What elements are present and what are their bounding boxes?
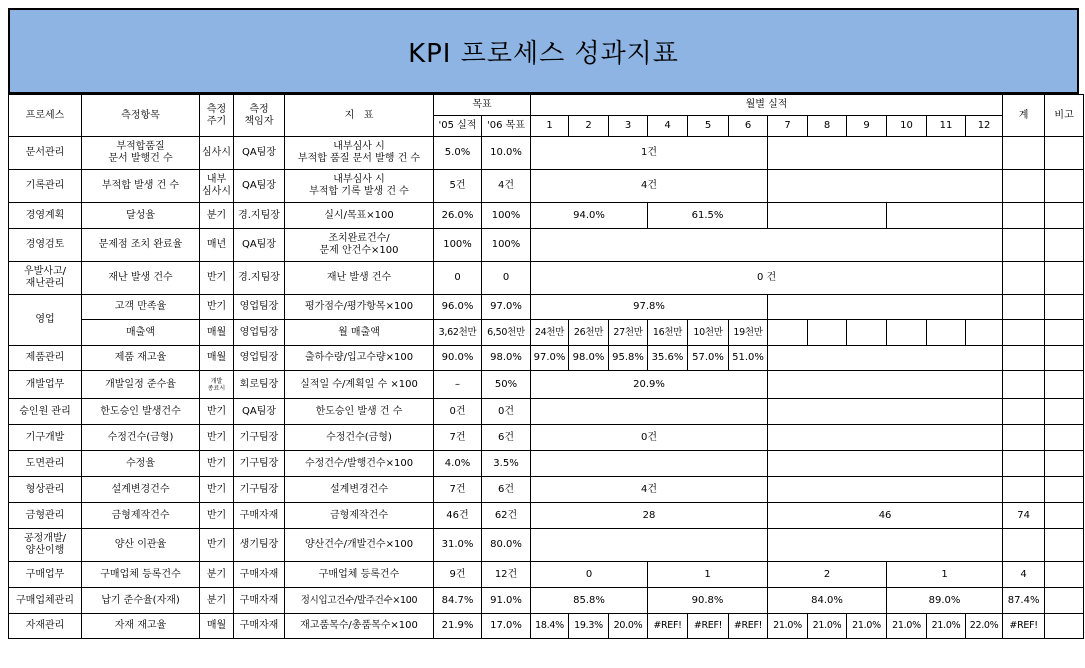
table-row [9,320,1084,346]
target-cell: 12건 [482,562,531,588]
table-row [9,503,1084,529]
cycle-cell: 반기 [200,503,234,529]
actual-cell: 7건 [434,425,482,451]
table-row [9,529,1084,562]
item-cell: 한도승인 발생건수 [82,399,200,425]
target-cell: 6건 [482,477,531,503]
total-cell [1003,320,1045,346]
owner-cell: 기구팀장 [234,451,285,477]
cycle-cell: 반기 [200,425,234,451]
month-cell: 26천만 [569,320,609,346]
actual-cell: 0건 [434,399,482,425]
cycle-cell: 반기 [200,399,234,425]
note-cell [1045,203,1084,229]
month-cell [847,320,887,346]
month-cell: 95.8% [609,346,648,371]
total-cell [1003,295,1045,320]
month-cell: 97.0% [531,346,569,371]
target-cell: 100% [482,203,531,229]
table-row [9,614,1084,639]
target-cell: 0건 [482,399,531,425]
header-cycle: 측정 주기 [200,95,234,137]
cycle-cell: 반기 [200,295,234,320]
month-cell [887,320,927,346]
actual-cell: 31.0% [434,529,482,562]
table-row [9,262,1084,295]
table-row [9,346,1084,371]
month-cell: 21.0% [847,614,887,639]
total-cell [1003,170,1045,203]
process-cell: 개발업무 [9,371,82,399]
indicator-cell: 실적일 수/계획일 수 ×100 [285,371,434,399]
table-row [9,295,1084,320]
target-cell: 10.0% [482,137,531,170]
indicator-cell: 정시입고건수/발주건수×100 [285,588,434,614]
header-owner: 측정 책임자 [234,95,285,137]
cycle-cell: 내부 심사시 [200,170,234,203]
cycle-cell: 매월 [200,320,234,346]
owner-cell: QA팀장 [234,170,285,203]
item-cell: 수정건수(금형) [82,425,200,451]
note-cell [1045,170,1084,203]
note-cell [1045,562,1084,588]
h1-cell: 97.8% [531,295,768,320]
total-cell [1003,262,1045,295]
owner-cell: 기구팀장 [234,425,285,451]
kpi-table [8,94,1084,639]
item-cell: 개발일정 준수율 [82,371,200,399]
month-cell: 16천만 [648,320,688,346]
month-cell: 98.0% [569,346,609,371]
header-month: 9 [847,116,887,137]
header-month: 3 [609,116,648,137]
table-row [9,451,1084,477]
actual-cell: 96.0% [434,295,482,320]
q2-cell: 1 [648,562,768,588]
item-cell: 양산 이관율 [82,529,200,562]
q1-cell: 85.8% [531,588,648,614]
header-month: 6 [729,116,768,137]
actual-cell: 26.0% [434,203,482,229]
header-month: 11 [927,116,966,137]
month-cell: 10천만 [688,320,729,346]
h2-cell [768,371,1003,399]
actual-cell: 3,62천만 [434,320,482,346]
note-cell [1045,229,1084,262]
cycle-cell: 반기 [200,529,234,562]
q3-cell: 2 [768,562,887,588]
actual-cell: 84.7% [434,588,482,614]
actual-cell: 5건 [434,170,482,203]
process-cell: 공정개발/ 양산이행 [9,529,82,562]
owner-cell: 영업팀장 [234,320,285,346]
item-cell: 부적합 발생 건 수 [82,170,200,203]
table-row [9,371,1084,399]
actual-cell: – [434,371,482,399]
table-row [9,170,1084,203]
table-row [9,477,1084,503]
total-cell: 74 [1003,503,1045,529]
target-cell: 0 [482,262,531,295]
total-cell: #REF! [1003,614,1045,639]
month-cell: 19천만 [729,320,768,346]
header-monthly: 월별 실적 [531,95,1003,116]
h1-cell: 0건 [531,425,768,451]
indicator-cell: 설계변경건수 [285,477,434,503]
target-cell: 17.0% [482,614,531,639]
item-cell: 문제점 조치 완료율 [82,229,200,262]
target-cell: 6,50천만 [482,320,531,346]
header-indicator: 지 표 [285,95,434,137]
indicator-cell: 한도승인 발생 건 수 [285,399,434,425]
indicator-cell: 실시/목표×100 [285,203,434,229]
total-cell: 4 [1003,562,1045,588]
month-cell: 35.6% [648,346,688,371]
owner-cell: QA팀장 [234,137,285,170]
header-month: 4 [648,116,688,137]
item-cell: 납기 준수율(자재) [82,588,200,614]
total-cell [1003,529,1045,562]
month-cell: 24천만 [531,320,569,346]
kpi-sheet [8,8,1079,639]
item-cell: 자재 재고율 [82,614,200,639]
item-cell: 제품 재고율 [82,346,200,371]
note-cell [1045,137,1084,170]
month-cell: 18.4% [531,614,569,639]
indicator-cell: 재난 발생 건수 [285,262,434,295]
h1-cell: 4건 [531,170,768,203]
h2-cell [768,477,1003,503]
owner-cell: 구매자재 [234,614,285,639]
indicator-cell: 재고품목수/총품목수×100 [285,614,434,639]
cycle-cell: 반기 [200,262,234,295]
q4-cell: 89.0% [887,588,1003,614]
actual-cell: 46건 [434,503,482,529]
cycle-cell: 개발 종료시 [200,371,234,399]
table-row [9,137,1084,170]
cycle-cell: 심사시 [200,137,234,170]
month-cell [966,320,1003,346]
header-note: 비고 [1045,95,1084,137]
actual-cell: 21.9% [434,614,482,639]
header-target: 목표 [434,95,531,116]
item-cell: 구매업체 등록건수 [82,562,200,588]
h2-cell [768,346,1003,371]
month-cell: 21.0% [887,614,927,639]
item-cell: 매출액 [82,320,200,346]
h2-cell [768,137,1003,170]
h2-cell [768,295,1003,320]
indicator-cell: 수정건수/발행건수×100 [285,451,434,477]
note-cell [1045,346,1084,371]
total-cell [1003,203,1045,229]
target-cell: 91.0% [482,588,531,614]
q2-cell: 90.8% [648,588,768,614]
table-row [9,203,1084,229]
item-cell: 재난 발생 건수 [82,262,200,295]
process-cell: 승인원 관리 [9,399,82,425]
month-cell: 21.0% [768,614,808,639]
owner-cell: 구매자재 [234,503,285,529]
note-cell [1045,588,1084,614]
table-row [9,399,1084,425]
month-cell: 21.0% [927,614,966,639]
target-cell: 80.0% [482,529,531,562]
month-cell: 21.0% [808,614,847,639]
process-cell: 형상관리 [9,477,82,503]
actual-cell: 5.0% [434,137,482,170]
owner-cell: 회로팀장 [234,371,285,399]
header-row-1 [9,95,1084,116]
process-cell: 구매업무 [9,562,82,588]
header-target-06: '06 목표 [482,116,531,137]
actual-cell: 0 [434,262,482,295]
title-bar [8,8,1079,94]
table-row [9,425,1084,451]
indicator-cell: 출하수량/입고수량×100 [285,346,434,371]
month-cell [808,320,847,346]
process-cell: 문서관리 [9,137,82,170]
owner-cell: QA팀장 [234,229,285,262]
q1-cell: 94.0% [531,203,648,229]
h1-cell [531,451,768,477]
owner-cell: QA팀장 [234,399,285,425]
process-cell: 기록관리 [9,170,82,203]
note-cell [1045,262,1084,295]
indicator-cell: 수정건수(금형) [285,425,434,451]
indicator-cell: 양산건수/개발건수×100 [285,529,434,562]
q3-cell [768,203,887,229]
month-cell: 57.0% [688,346,729,371]
q2-cell: 61.5% [648,203,768,229]
target-cell: 97.0% [482,295,531,320]
month-cell [927,320,966,346]
target-cell: 98.0% [482,346,531,371]
owner-cell: 경.지팀장 [234,262,285,295]
q4-cell: 1 [887,562,1003,588]
target-cell: 62건 [482,503,531,529]
process-cell: 우발사고/ 재난관리 [9,262,82,295]
cycle-cell: 분기 [200,588,234,614]
process-cell: 자재관리 [9,614,82,639]
table-row [9,562,1084,588]
header-month: 2 [569,116,609,137]
header-month: 12 [966,116,1003,137]
target-cell: 6건 [482,425,531,451]
total-cell: 87.4% [1003,588,1045,614]
process-cell: 경영검토 [9,229,82,262]
header-item: 측정항목 [82,95,200,137]
month-cell: 20.0% [609,614,648,639]
month-cell: #REF! [688,614,729,639]
target-cell: 3.5% [482,451,531,477]
h1-cell: 4건 [531,477,768,503]
owner-cell: 기구팀장 [234,477,285,503]
month-cell: 27천만 [609,320,648,346]
item-cell: 달성율 [82,203,200,229]
item-cell: 부적합품질 문서 발행건 수 [82,137,200,170]
month-cell: #REF! [729,614,768,639]
note-cell [1045,320,1084,346]
indicator-cell: 월 매출액 [285,320,434,346]
cycle-cell: 분기 [200,203,234,229]
note-cell [1045,399,1084,425]
owner-cell: 경.지팀장 [234,203,285,229]
process-cell: 기구개발 [9,425,82,451]
process-cell: 구매업체관리 [9,588,82,614]
cycle-cell: 분기 [200,562,234,588]
cycle-cell: 반기 [200,451,234,477]
note-cell [1045,529,1084,562]
owner-cell: 생기팀장 [234,529,285,562]
actual-cell: 9건 [434,562,482,588]
actual-cell: 90.0% [434,346,482,371]
year-cell: 0 건 [531,262,1003,295]
target-cell: 4건 [482,170,531,203]
total-cell [1003,346,1045,371]
month-cell [768,320,808,346]
actual-cell: 7건 [434,477,482,503]
process-cell: 경영계획 [9,203,82,229]
note-cell [1045,371,1084,399]
indicator-cell: 구매업체 등록건수 [285,562,434,588]
target-cell: 100% [482,229,531,262]
page-title: KPI 프로세스 성과지표 [408,38,679,69]
h2-cell: 46 [768,503,1003,529]
total-cell [1003,451,1045,477]
header-total: 계 [1003,95,1045,137]
q3-cell: 84.0% [768,588,887,614]
header-month: 5 [688,116,729,137]
month-cell: 19.3% [569,614,609,639]
process-cell: 영업 [9,295,82,346]
h1-cell: 28 [531,503,768,529]
month-cell: 51.0% [729,346,768,371]
actual-cell: 100% [434,229,482,262]
header-actual-05: '05 실적 [434,116,482,137]
note-cell [1045,295,1084,320]
h2-cell [768,451,1003,477]
total-cell [1003,425,1045,451]
owner-cell: 영업팀장 [234,346,285,371]
header-month: 1 [531,116,569,137]
h1-cell: 1건 [531,137,768,170]
indicator-cell: 금형제작건수 [285,503,434,529]
table-row [9,588,1084,614]
cycle-cell: 매월 [200,614,234,639]
header-month: 8 [808,116,847,137]
h2-cell [768,399,1003,425]
cycle-cell: 매년 [200,229,234,262]
total-cell [1003,229,1045,262]
q1-cell: 0 [531,562,648,588]
target-cell: 50% [482,371,531,399]
note-cell [1045,477,1084,503]
process-cell: 제품관리 [9,346,82,371]
cycle-cell: 반기 [200,477,234,503]
item-cell: 수정율 [82,451,200,477]
h1-cell [531,399,768,425]
month-cell: 22.0% [966,614,1003,639]
cycle-cell: 매월 [200,346,234,371]
header-month: 7 [768,116,808,137]
owner-cell: 구매자재 [234,562,285,588]
owner-cell: 구매자재 [234,588,285,614]
indicator-cell: 내부심사 시 부적합 품질 문서 발행 건 수 [285,137,434,170]
process-cell: 금형관리 [9,503,82,529]
header-process: 프로세스 [9,95,82,137]
year-cell [531,229,1003,262]
item-cell: 금형제작건수 [82,503,200,529]
indicator-cell: 평가점수/평가항목×100 [285,295,434,320]
h1-cell [531,529,768,562]
header-month: 10 [887,116,927,137]
total-cell [1003,477,1045,503]
actual-cell: 4.0% [434,451,482,477]
month-cell: #REF! [648,614,688,639]
h2-cell [768,170,1003,203]
table-row [9,229,1084,262]
h2-cell [768,529,1003,562]
note-cell [1045,503,1084,529]
process-cell: 도면관리 [9,451,82,477]
q4-cell [887,203,1003,229]
indicator-cell: 내부심사 시 부적합 기록 발생 건 수 [285,170,434,203]
note-cell [1045,614,1084,639]
total-cell [1003,137,1045,170]
h2-cell [768,425,1003,451]
item-cell: 고객 만족율 [82,295,200,320]
indicator-cell: 조치완료건수/ 문제 안건수×100 [285,229,434,262]
total-cell [1003,371,1045,399]
total-cell [1003,399,1045,425]
note-cell [1045,451,1084,477]
h1-cell: 20.9% [531,371,768,399]
item-cell: 설계변경건수 [82,477,200,503]
note-cell [1045,425,1084,451]
owner-cell: 영업팀장 [234,295,285,320]
